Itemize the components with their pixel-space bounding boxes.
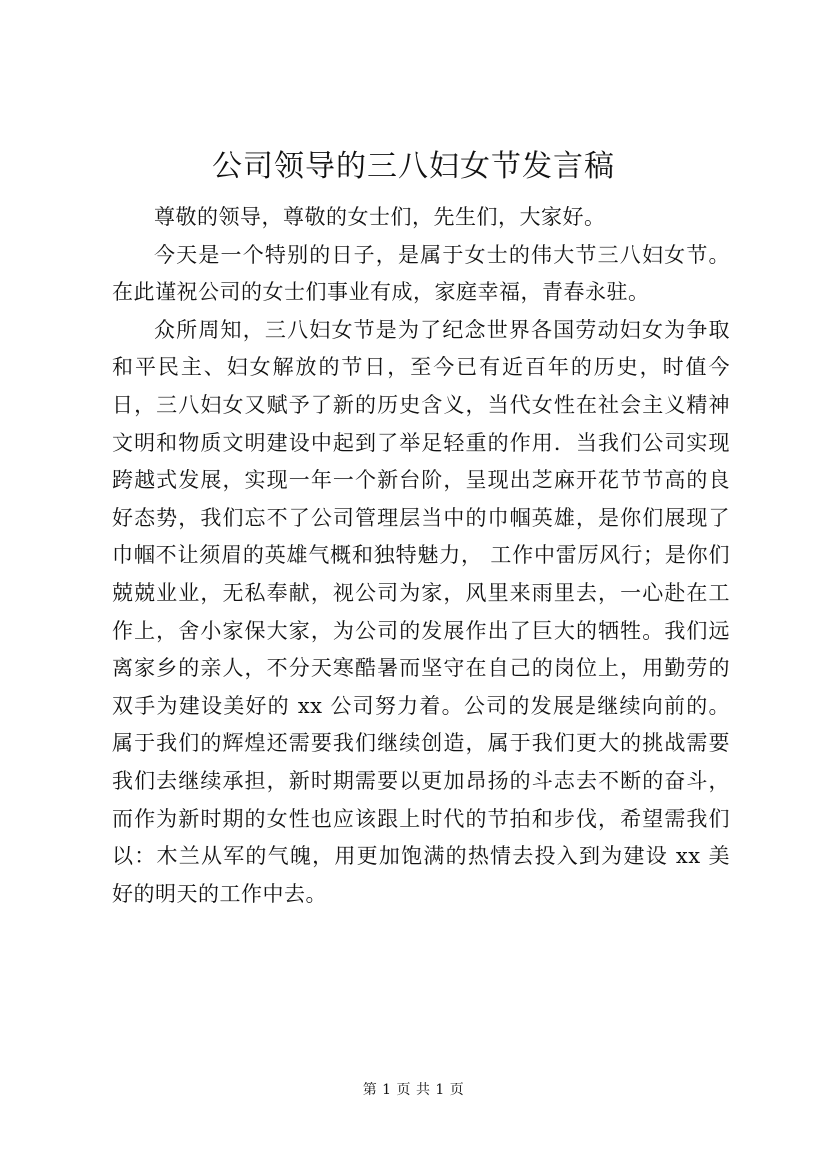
document-title: 公司领导的三八妇女节发言稿 bbox=[212, 149, 615, 184]
paragraph-main: 众所周知，三八妇女节是为了纪念世界各国劳动妇女为争取和平民主、妇女解放的节日，至今已有近百年的历史，时值今日，三八妇女又赋予了新的历史含义，当代女性在社会主义精神文明和物质文明建设中起到了举足轻重的作用．当我们公司实现跨越式发展，实现一年一个新台阶，呈现出芝麻开花节节高的良好态势，我们忘不了公司管理层当中的巾帼英雄，是你们展现了巾帼不让须眉的英雄气概和独特魅力， 工作中雷厉风行；是你们兢兢业业，无私奉献，视公司为家，风里来雨里去，一心赴在工作上，舍小家保大家，为公司的发展作出了巨大的牺牲。我们远离家乡的亲人，不分天寒酷暑而坚守在自己的岗位上，用勤劳的双手为建设美好的 xx 公司努力着。公司的发展是继续向前的。属于我们的辉煌还需要我们继续创造，属于我们更大的挑战需要我们去继续承担，新时期需要以更加昂扬的斗志去不断的奋斗，而作为新时期的女性也应该跟上时代的节拍和步伐，希望需我们以：木兰从军的气魄，用更加饱满的热情去投入到为建设 xx 美好的明天的工作中去。 bbox=[112, 317, 730, 906]
document-body bbox=[112, 199, 730, 913]
paragraph-greeting: 尊敬的领导，尊敬的女士们，先生们，大家好。 bbox=[154, 205, 606, 229]
paragraph-intro: 今天是一个特别的日子，是属于女士的伟大节三八妇女节。在此谨祝公司的女士们事业有成，家庭幸福，青春永驻。 bbox=[112, 242, 730, 305]
page-footer: 第 1 页 共 1 页 bbox=[362, 1082, 465, 1098]
